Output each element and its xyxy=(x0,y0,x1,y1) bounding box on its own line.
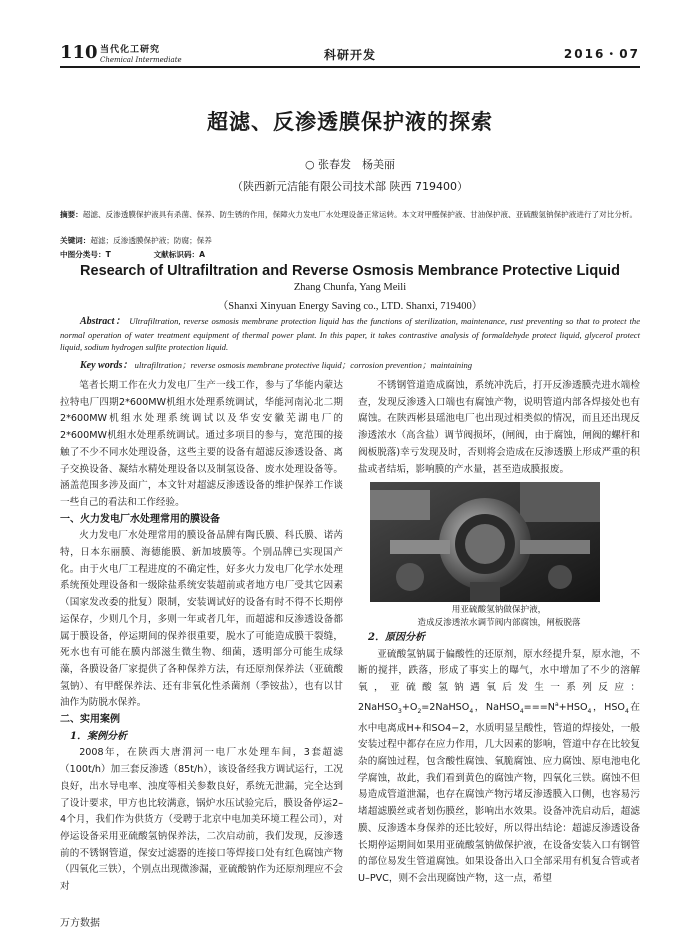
english-keywords-text: ultrafiltration；reverse osmosis membrane protective liquid；corrosion prevention；maintaining xyxy=(134,360,473,370)
english-title: Research of Ultrafiltration and Reverse Osmosis Membrance Protective Liquid xyxy=(80,263,620,279)
issue-date: 2016・07 xyxy=(563,47,640,61)
doc-code-value: A xyxy=(199,250,206,259)
english-affiliation: （Shanxi Xinyuan Energy Saving co., LTD. Shanxi, 719400） xyxy=(217,301,483,312)
english-keywords-label: Key words： xyxy=(80,360,133,371)
right-column-top xyxy=(358,378,640,478)
journal-name-cn: 当代化工研究 xyxy=(100,45,161,55)
affiliation: （陕西新元洁能有限公司技术部 陕西 719400） xyxy=(232,180,468,193)
header-rule xyxy=(60,66,640,68)
case1-heading: 1．案例分析 xyxy=(70,730,127,742)
doc-code-label: 文献标识码： xyxy=(153,250,200,259)
valve-photo-illustration xyxy=(370,482,600,602)
keywords-label: 关键词： xyxy=(60,236,91,245)
left-column xyxy=(60,378,343,898)
authors: ○ 张春发 杨美丽 xyxy=(304,158,396,171)
abstract-text: 超滤、反渗透膜保护液具有杀菌、保养、防生锈的作用，保障火力发电厂水处理设备正常运转。本文对甲醛保护液、甘油保护液、亚硫酸氢钠保护液进行了对比分析。 xyxy=(82,210,638,219)
english-abstract xyxy=(60,315,640,354)
page-header xyxy=(60,40,640,66)
section1-heading: 一、火力发电厂水处理常用的膜设备 xyxy=(60,513,220,525)
right-column-bottom xyxy=(358,630,640,900)
page-number: 110 xyxy=(60,42,98,63)
right-top-paragraph: 不锈钢管道造成腐蚀，系统冲洗后，打开反渗透膜壳进水端检查，发现反渗透入口端也有腐蚀产物，说明管道内部各焊接处也有腐蚀。在陕西彬县瑶池电厂也出现过相类似的情况，而且还出现反渗透浓水（高含盐）调节阀损坏，(闸阀，由于腐蚀，闸阀的螺杆和阀板脱落)幸亏发现及时，否则将会造成在反渗透膜上形成严重的积盐或者结垢，影响膜的产水量，甚至造成膜报废。 xyxy=(358,380,640,475)
english-abstract-label: Abstract： xyxy=(80,316,127,327)
section1-paragraph: 火力发电厂水处理常用的膜设备品牌有陶氏膜、科氏膜、诺芮特，日本东丽膜、海德能膜、新加坡膜等。个别品牌已实现国产化。由于火电厂工程进度的不确定性，好多火力发电厂化学水处理系统预处理设备和一级除盐系统安装超前或者地方电厂受其它因素（国家发改委的批复）限制，安装调试好的设备有时不得不长期停运保存，少则几个月，多则一年或者几年，而超滤和反渗透设备都属于膜设备，停运期间的保养很重要，脱水了可能造成膜干裂缝，死水也有可能在膜内部滋生微生物、细菌，透明部分可能生成绿藻，各膜设备厂家提供了各种保养方法，有还原剂保养法（亚硫酸氢钠）、有甲醛保养法、还有非氧化性杀菌剂（季铵盐），也有以甘油作为防脱水保养。 xyxy=(60,530,343,709)
clc-label: 中图分类号： xyxy=(60,250,106,259)
figure-photo-corroded-valve xyxy=(370,482,600,602)
case2-paragraph: 亚硫酸氢钠属于偏酸性的还原剂，原水经提升泵，原水池，不断的搅拌，跌落，形成了事实上的曝气，水中增加了不少的溶解氧，亚硫酸氢钠遇氧后发生一系列反应：$2NaHSO_3+O_2=2NaHSO_4$，$NaHSO_4===N^a+HSO_4$，$HSO_4$在水中电离成H+和SO4−2，水质明显呈酸性，管道的焊接处，一般安装过程中都存在应力作用，几大因素的影响，管道中存在比较复杂的腐蚀过程，包含酸性腐蚀、氧脆腐蚀、应力腐蚀、原电池电化学腐蚀，故此，我们看到黄色的腐蚀产物，四氧化三铁。腐蚀不但易造成管道泄漏，也存在腐蚀产物污堵反渗透膜入口侧，也容易污堵超滤膜丝或者划伤膜丝，影响出水效果。设备冲洗启动后，超滤膜、反渗透本身保养的还比较好，所以得出结论：超滤反渗透设备长期停运期间如果用亚硫酸氢钠做保护液，在设备安装入口有钢管的部位易发生管道腐蚀。如果设备出入口全部采用有机复合管或者U–PVC，则不会出现腐蚀产物，这一点，希望 xyxy=(358,648,640,884)
article-title: 超滤、反渗透膜保护液的探索 xyxy=(207,110,493,134)
abstract-label: 摘要： xyxy=(60,210,83,219)
english-abstract-text: Ultrafiltration, reverse osmosis membrane protection liquid has the functions of sterilization, maintenance, rust preventing so that to protect the normal operation of water treatment equipment of thermal power plant. In this paper, it takes contrastive analysis of formaldehyde protect liquid, glycerol protect liquid, sodium hydrogen sulfite protection liquid. xyxy=(60,316,641,352)
journal-name-en: Chemical Intermediate xyxy=(100,56,182,64)
english-authors: Zhang Chunfa, Yang Meili xyxy=(293,282,407,293)
english-keywords xyxy=(80,356,640,371)
keywords-cn xyxy=(60,234,640,247)
figure-caption xyxy=(358,604,640,629)
clc-value: T xyxy=(105,250,111,259)
keywords-text: 超滤；反渗透膜保护液；防腐；保养 xyxy=(90,236,212,245)
caption-line-1: 用亚硫酸氢钠做保护液， xyxy=(451,605,547,615)
abstract-cn xyxy=(60,208,640,221)
intro-paragraph: 笔者长期工作在火力发电厂生产一线工作，参与了华能内蒙达拉特电厂四期2*600MW机组水处理系统调试，华能河南沁北二期2*600MW机组水处理系统调试以及华安安徽芜湖电厂的2*600MW机组水处理系统调试。通过多项目的参与，宽范围的接触了不少不同水处理设备，这些主要的设备有超滤反渗透设备、离子交换设备、凝结水精处理设备以及制氢设备、废水处理设备等。涵盖范围多涉及面广，本文针对超滤反渗透设备的维护保养工作谈一些自己的看法和工作经验。 xyxy=(60,380,343,508)
footer-source: 万方数据 xyxy=(60,918,100,929)
caption-line-2: 造成反渗透浓水调节阀内部腐蚀，闸板脱落 xyxy=(417,617,581,628)
section2-heading: 二、实用案例 xyxy=(60,714,120,726)
classification xyxy=(60,248,640,261)
section-name: 科研开发 xyxy=(323,48,376,62)
case1-paragraph: 2008年，在陕西大唐渭河一电厂水处理车间，3套超滤（100t/h）加三套反渗透（85t/h），该设备经我方调试运行，工况良好，出水导电率、浊度等相关参数良好，系统无泄漏，完全达到了设计要求，甲方也比较满意，锅炉水压试验完后，膜设备停运2–4个月，我们作为供货方（受聘于北京中电加美环境工程公司），对停运设备采用亚硫酸氢钠保养法，二次启动前，我们发现，反渗透前的不锈钢管道，保安过滤器的连接口等焊接口处有红色腐蚀产物（四氧化三铁），个别点出现微渗漏，亚硫酸钠作为还原剂理应不会对 xyxy=(60,747,343,893)
case2-heading: 2．原因分析 xyxy=(368,632,425,643)
